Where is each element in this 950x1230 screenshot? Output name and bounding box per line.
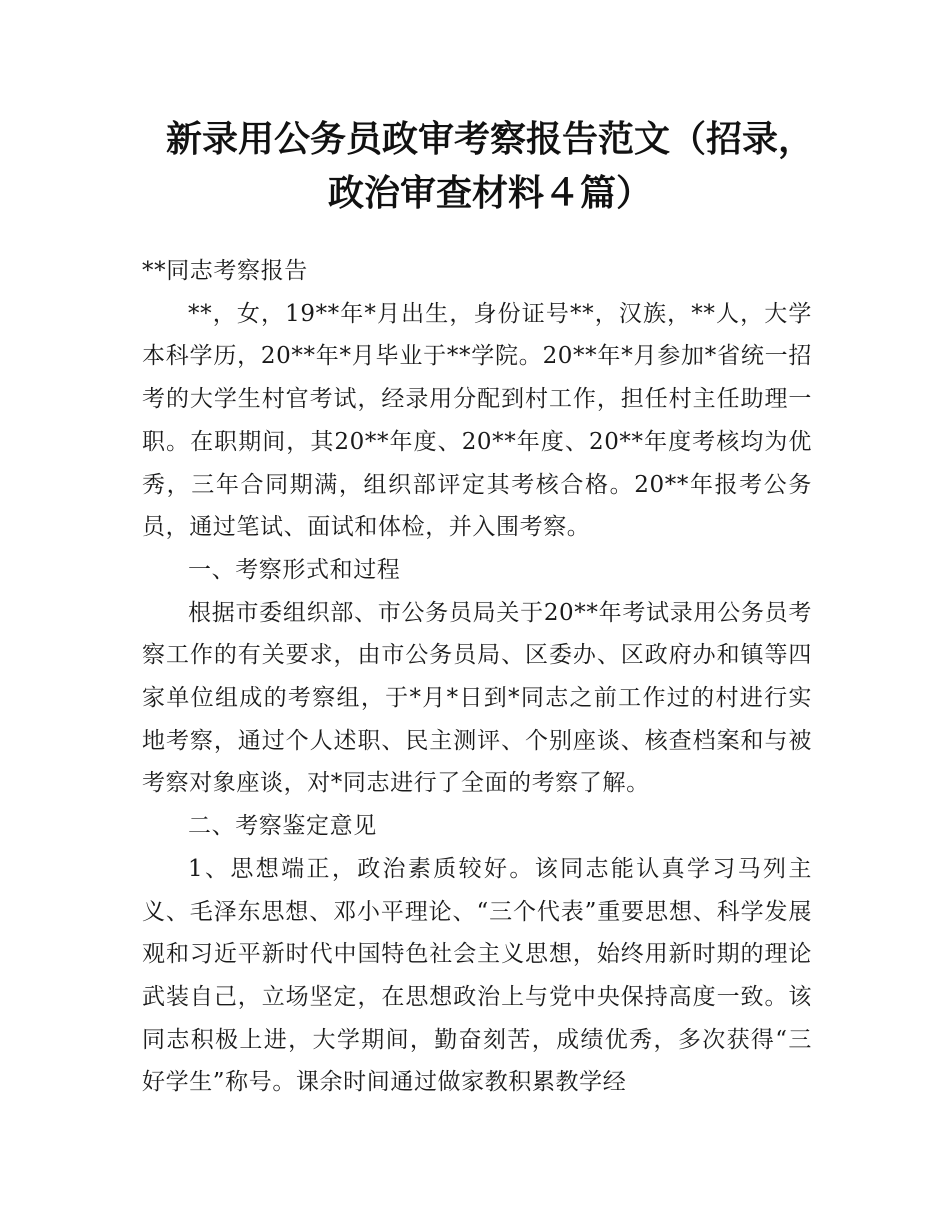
paragraph-opinion-1: 1、思想端正，政治素质较好。该同志能认真学习马列主义、毛泽东思想、邓小平理论、“三个代表”重要思想、科学发展观和习近平新时代中国特色社会主义思想，始终用新时期的理论武装自己，立场坚定，在思想政治上与党中央保持高度一致。该同志积极上进，大学期间，勤奋刻苦，成绩优秀，多次获得“三好学生”称号。课余时间通过做家教积累教学经 xyxy=(142,855,812,1096)
report-heading: **同志考察报告 xyxy=(142,258,308,284)
title-line-1: 新录用公务员政审考察报告范文（招录， xyxy=(165,118,814,160)
paragraph-process: 根据市委组织部、市公务员局关于20**年考试录用公务员考察工作的有关要求，由市公务员局、区委办、区政府办和镇等四家单位组成的考察组，于*月*日到*同志之前工作过的村进行实地考察，通过个人述职、民主测评、个别座谈、核查档案和与被考察对象座谈，对*同志进行了全面的考察了解。 xyxy=(142,599,812,797)
document-title xyxy=(150,112,830,220)
document-body xyxy=(142,250,812,1104)
section-heading-1: 一、考察形式和过程 xyxy=(188,556,401,583)
paragraph-profile: **，女，19**年*月出生，身份证号**，汉族，**人，大学本科学历，20**年*月毕业于**学院。20**年*月参加*省统一招考的大学生村官考试，经录用分配到村工作，担任村主任助理一职。在职期间，其20**年度、20**年度、20**年度考核均为优秀，三年合同期满，组织部评定其考核合格。20**年报考公务员，通过笔试、面试和体检，并入围考察。 xyxy=(142,300,812,541)
title-line-2: 政治审查材料４篇） xyxy=(327,172,652,214)
section-heading-2: 二、考察鉴定意见 xyxy=(188,813,377,840)
